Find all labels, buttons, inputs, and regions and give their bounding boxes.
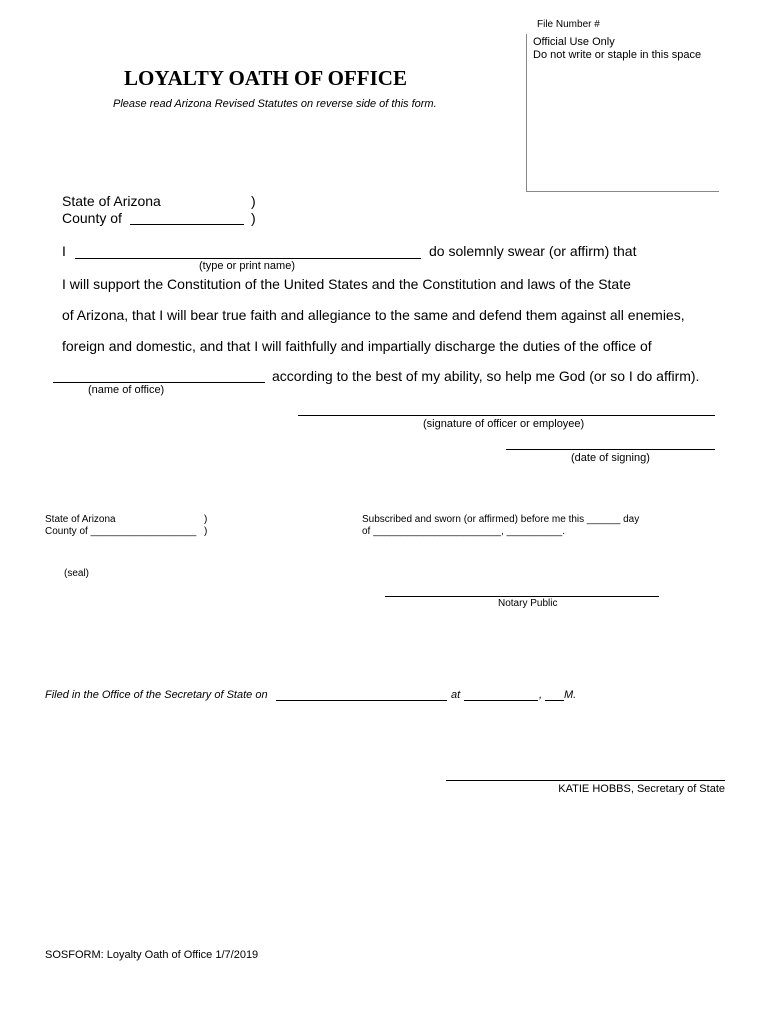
subscribed-line-1[interactable]: Subscribed and sworn (or affirmed) before me this ______ day	[362, 514, 640, 525]
page-title: LOYALTY OATH OF OFFICE	[124, 66, 407, 90]
filed-ampm-field[interactable]	[545, 700, 564, 701]
venue-county: County of	[62, 210, 122, 226]
page-subtitle: Please read Arizona Revised Statutes on reverse side of this form.	[113, 98, 437, 110]
date-field[interactable]	[506, 449, 715, 450]
office-field[interactable]	[53, 382, 265, 383]
secretary-signature-field[interactable]	[446, 780, 725, 781]
notary-county[interactable]: County of ___________________	[45, 526, 197, 537]
filed-text: Filed in the Office of the Secretary of State on	[45, 689, 268, 701]
office-label: (name of office)	[88, 384, 165, 396]
oath-line-4: according to the best of my ability, so help me God (or so I do affirm).	[272, 368, 700, 384]
notary-paren-2: )	[204, 526, 208, 537]
filed-comma: ,	[539, 689, 543, 701]
print-name-label: (type or print name)	[199, 260, 295, 272]
oath-line-1: I will support the Constitution of the United States and the Constitution and laws of the State	[62, 276, 631, 292]
filed-m: M.	[564, 689, 577, 701]
oath-i: I	[62, 243, 66, 259]
oath-line-2: of Arizona, that I will bear true faith and allegiance to the same and defend them against all enemies,	[62, 307, 685, 323]
filed-date-field[interactable]	[276, 700, 447, 701]
notary-state: State of Arizona	[45, 514, 116, 525]
file-number-label: File Number #	[537, 19, 600, 30]
venue-state: State of Arizona	[62, 193, 161, 209]
filed-time-field[interactable]	[464, 700, 538, 701]
filed-at: at	[451, 689, 461, 701]
seal-label: (seal)	[64, 568, 90, 579]
subscribed-line-2[interactable]: of _______________________, __________.	[362, 526, 565, 537]
oath-line-3: foreign and domestic, and that I will faithfully and impartially discharge the duties of the office of	[62, 338, 652, 354]
oath-swear: do solemnly swear (or affirm) that	[429, 243, 637, 259]
notary-label: Notary Public	[498, 598, 558, 609]
official-use-label: Official Use Only	[533, 36, 615, 48]
notary-paren-1: )	[204, 514, 208, 525]
county-field[interactable]	[130, 224, 244, 225]
date-label: (date of signing)	[571, 452, 650, 464]
venue-paren-1: )	[251, 193, 256, 209]
name-field[interactable]	[75, 258, 421, 259]
signature-field[interactable]	[298, 415, 715, 416]
venue-paren-2: )	[251, 210, 256, 226]
signature-label: (signature of officer or employee)	[423, 418, 585, 430]
form-id: SOSFORM: Loyalty Oath of Office 1/7/2019	[45, 949, 259, 961]
notary-signature-field[interactable]	[385, 596, 659, 597]
secretary-label: KATIE HOBBS, Secretary of State	[558, 783, 725, 795]
official-use-instruction: Do not write or staple in this space	[533, 49, 702, 61]
